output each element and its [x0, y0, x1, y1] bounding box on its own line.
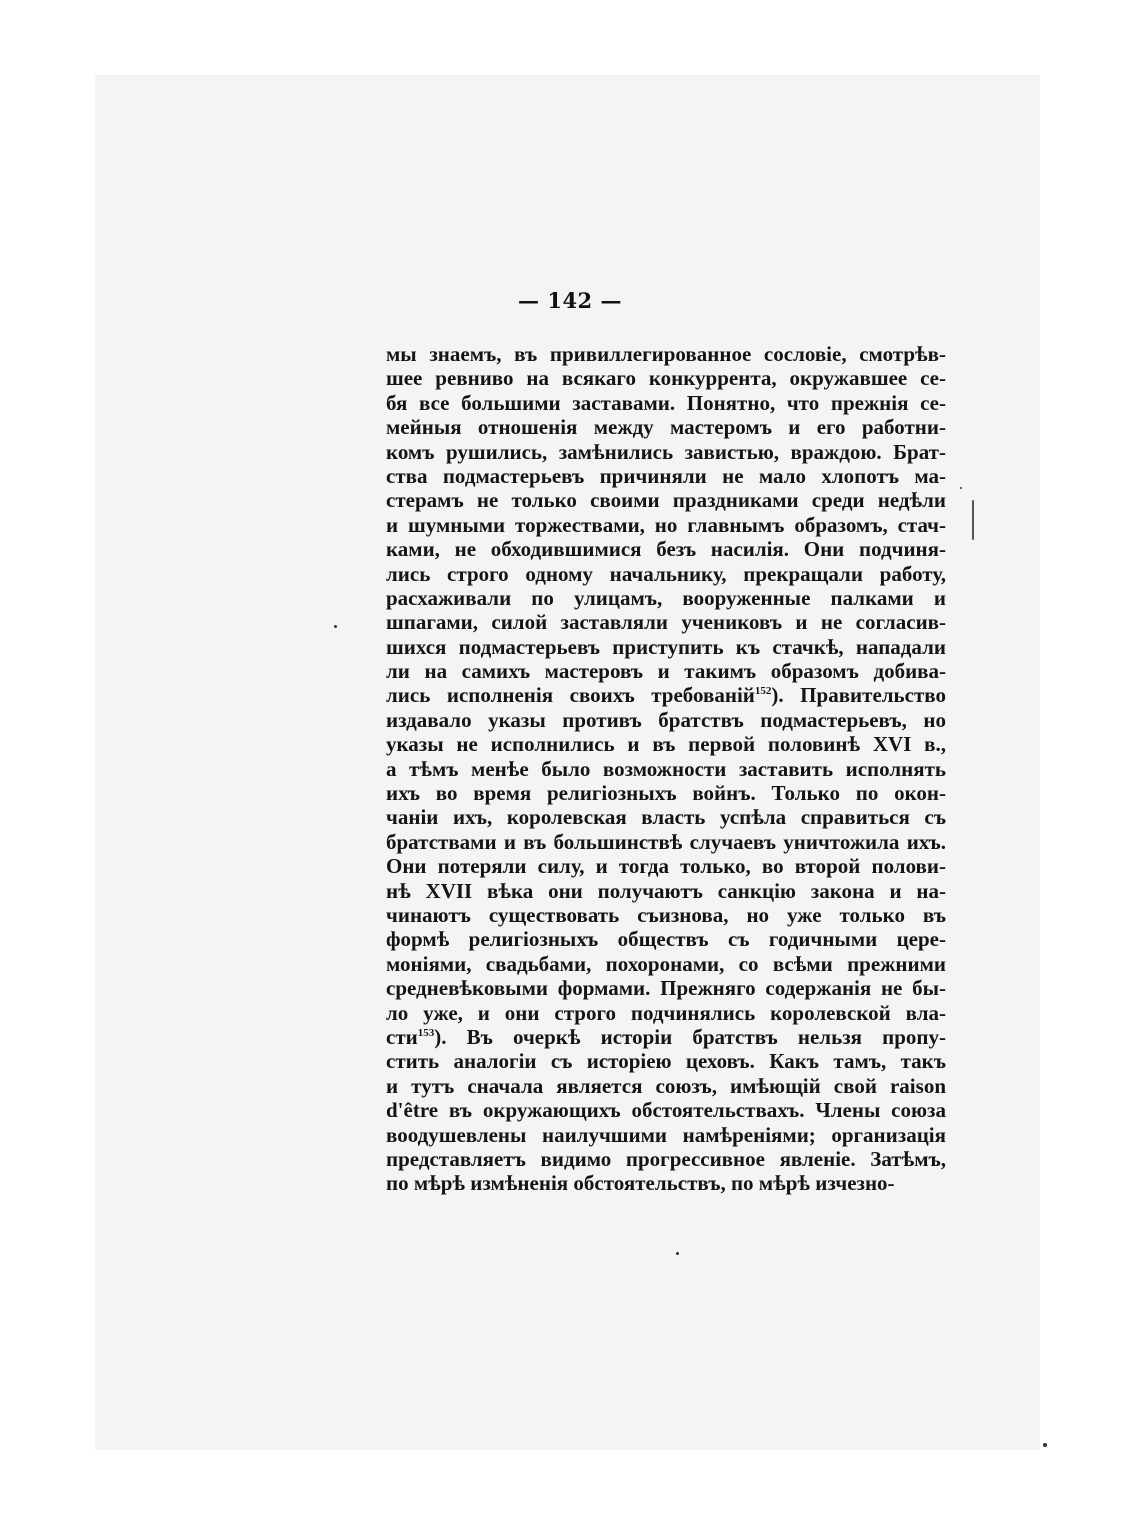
text-line: [386, 952, 946, 976]
text-line-content: стить аналогіи съ исторіею цеховъ. Какъ тамъ, такъ: [386, 1049, 946, 1074]
text-line-content: бя все большими заставами. Понятно, что прежнія се-: [386, 390, 946, 415]
text-line: [386, 659, 946, 683]
body-text: [386, 342, 946, 1196]
text-line-content: мейныя отношенія между мастеромъ и его работни-: [386, 415, 946, 440]
text-line-content: чинаютъ существовать съизнова, но уже только въ: [386, 902, 946, 927]
text-line-content: шее ревниво на всякаго конкуррента, окружавшее се-: [386, 366, 946, 391]
text-line: [386, 757, 946, 781]
text-line-content: братствами и въ большинствѣ случаевъ уничтожила ихъ.: [386, 829, 946, 854]
footnote-mark: 153: [417, 1026, 435, 1039]
text-line-content: стерамъ не только своими праздниками среди недѣли: [386, 488, 946, 513]
text-line: [386, 879, 946, 903]
text-line: [386, 391, 946, 415]
text-line: [386, 1147, 946, 1171]
text-line-content: нѣ XVII вѣка они получаютъ санкцію закона и на-: [386, 878, 946, 903]
text-line: [386, 610, 946, 634]
text-line: [386, 1001, 946, 1025]
text-line: [386, 683, 946, 707]
text-line-content: d'être въ окружающихъ обстоятельствахъ. Члены союза: [386, 1098, 946, 1123]
text-line: [386, 464, 946, 488]
text-line: [386, 1025, 946, 1049]
text-line-content: и тутъ сначала является союзъ, имѣющій свой raison: [386, 1073, 946, 1098]
text-line-content: средневѣковыми формами. Прежняго содержанія не бы-: [386, 976, 946, 1001]
text-line: [386, 708, 946, 732]
text-line-content: сти: [386, 1024, 418, 1049]
text-line-content: мы знаемъ, въ привиллегированное сословіе, смотрѣв-: [386, 342, 946, 366]
text-line: [386, 488, 946, 512]
text-line-content: комъ рушились, замѣнились завистью, враждою. Брат-: [386, 439, 946, 464]
text-line: [386, 586, 946, 610]
text-line: [386, 635, 946, 659]
text-line-content: представляетъ видимо прогрессивное явленіе. Затѣмъ,: [386, 1146, 946, 1171]
text-line-content: ихъ во время религіозныхъ войнъ. Только по окон-: [386, 781, 946, 806]
text-line: [386, 732, 946, 756]
text-line: [386, 927, 946, 951]
text-line: [386, 440, 946, 464]
text-line-content: моніями, свадьбами, похоронами, со всѣми прежними: [386, 951, 946, 976]
page-number: — 142 —: [518, 288, 622, 313]
text-line: [386, 1123, 946, 1147]
margin-mark: [972, 500, 974, 540]
text-line: [386, 1098, 946, 1122]
text-line-content: лись строго одному начальнику, прекращали работу,: [386, 561, 946, 586]
text-line: [386, 976, 946, 1000]
text-line: [386, 513, 946, 537]
text-line: [386, 1049, 946, 1073]
text-line-content: по мѣрѣ измѣненія обстоятельствъ, по мѣрѣ изчезно-: [386, 1171, 895, 1196]
text-line-content: ло уже, и они строго подчинялись королевской вла-: [386, 1000, 946, 1025]
text-line-content: воодушевлены наилучшими намѣреніями; организація: [386, 1122, 946, 1147]
text-line-content: расхаживали по улицамъ, вооруженные палками и: [386, 585, 946, 610]
text-line-content: шихся подмастерьевъ приступить къ стачкѣ, нападали: [386, 634, 946, 659]
text-line-content: формѣ религіозныхъ обществъ съ годичными цере-: [386, 927, 946, 952]
text-line: [386, 903, 946, 927]
text-line: [386, 854, 946, 878]
text-line: [386, 562, 946, 586]
footnote-mark: 152: [754, 685, 772, 698]
text-line: [386, 1171, 946, 1195]
text-line-content: Они потеряли силу, и тогда только, во второй полови-: [386, 854, 946, 879]
text-line-content: издавало указы противъ братствъ подмастерьевъ, но: [386, 707, 946, 732]
text-line-content: а тѣмъ менѣе было возможности заставить исполнять: [386, 756, 946, 781]
footnote-trailing-text: ). Правительство: [771, 683, 946, 708]
text-line-content: шпагами, силой заставляли учениковъ и не согласив-: [386, 610, 946, 635]
dust-speck: [960, 487, 962, 489]
dust-speck: [334, 625, 337, 628]
text-line-content: лись исполненія своихъ требованій: [386, 683, 755, 708]
text-line-content: ками, не обходившимися безъ насилія. Они подчиня-: [386, 537, 946, 562]
text-line-content: указы не исполнились и въ первой половинѣ XVI в.,: [386, 732, 946, 757]
text-line: [386, 537, 946, 561]
text-line-content: ства подмастерьевъ причиняли не мало хлопотъ ма-: [386, 463, 946, 488]
text-line: [386, 805, 946, 829]
text-line-content: чаніи ихъ, королевская власть успѣла справиться съ: [386, 805, 946, 830]
footnote-trailing-text: ). Въ очеркѣ исторіи братствъ нельзя пропу-: [434, 1024, 946, 1049]
text-line-content: и шумными торжествами, но главнымъ образомъ, стач-: [386, 512, 946, 537]
text-line: [386, 342, 946, 366]
text-line: [386, 415, 946, 439]
dust-speck: [676, 1252, 679, 1255]
text-line: [386, 830, 946, 854]
text-line: [386, 366, 946, 390]
text-line-content: ли на самихъ мастеровъ и такимъ образомъ добива-: [386, 659, 946, 684]
text-line: [386, 781, 946, 805]
dust-speck: [1043, 1443, 1047, 1447]
text-line: [386, 1074, 946, 1098]
